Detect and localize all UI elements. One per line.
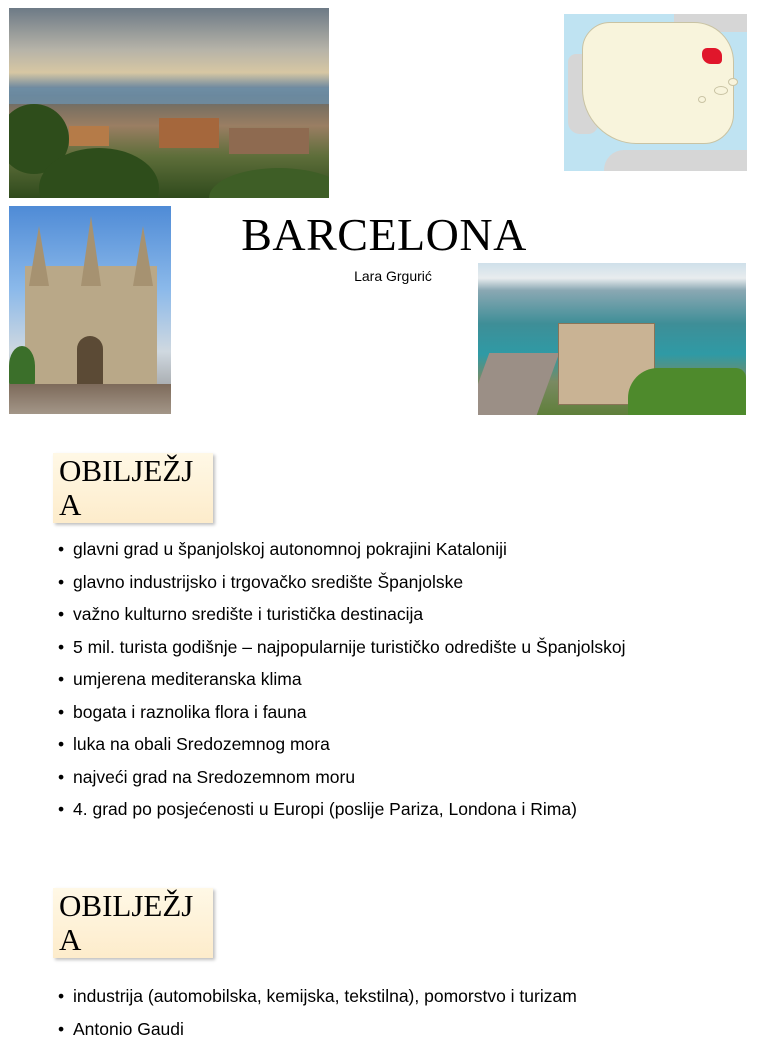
heading-box — [53, 888, 213, 958]
features-slide-1 — [0, 438, 768, 858]
bullet-list — [58, 985, 698, 1050]
catalonia-region-marker — [702, 48, 722, 64]
bullet-list — [58, 538, 698, 831]
title-slide — [0, 0, 768, 430]
list-item: • luka na obali Sredozemnog mora — [58, 733, 698, 755]
features-slide-2 — [0, 872, 768, 1039]
slide-heading: OBILJEŽJA — [59, 453, 194, 522]
list-item: • 4. grad po posjećenosti u Europi (poslije Pariza, Londona i Rima) — [58, 798, 698, 820]
harbor-photo — [478, 263, 746, 415]
list-item: • glavno industrijsko i trgovačko središte Španjolske — [58, 571, 698, 593]
list-item: • industrija (automobilska, kemijska, tekstilna), pomorstvo i turizam — [58, 985, 698, 1007]
city-panorama-photo — [9, 8, 329, 198]
spain-map-image — [564, 14, 747, 171]
list-item: • 5 mil. turista godišnje – najpopularnije turističko odredište u Španjolskoj — [58, 636, 698, 658]
heading-box — [53, 453, 213, 523]
list-item: • najveći grad na Sredozemnom moru — [58, 766, 698, 788]
list-item: • glavni grad u španjolskoj autonomnoj pokrajini Kataloniji — [58, 538, 698, 560]
presentation-title: BARCELONA — [241, 209, 527, 260]
list-item: • bogata i raznolika flora i fauna — [58, 701, 698, 723]
list-item: • Antonio Gaudi — [58, 1018, 698, 1040]
list-item: • važno kulturno središte i turistička destinacija — [58, 603, 698, 625]
list-item: • umjerena mediteranska klima — [58, 668, 698, 690]
slide-heading: OBILJEŽJA — [59, 888, 194, 957]
author-name: Lara Grgurić — [354, 268, 432, 284]
